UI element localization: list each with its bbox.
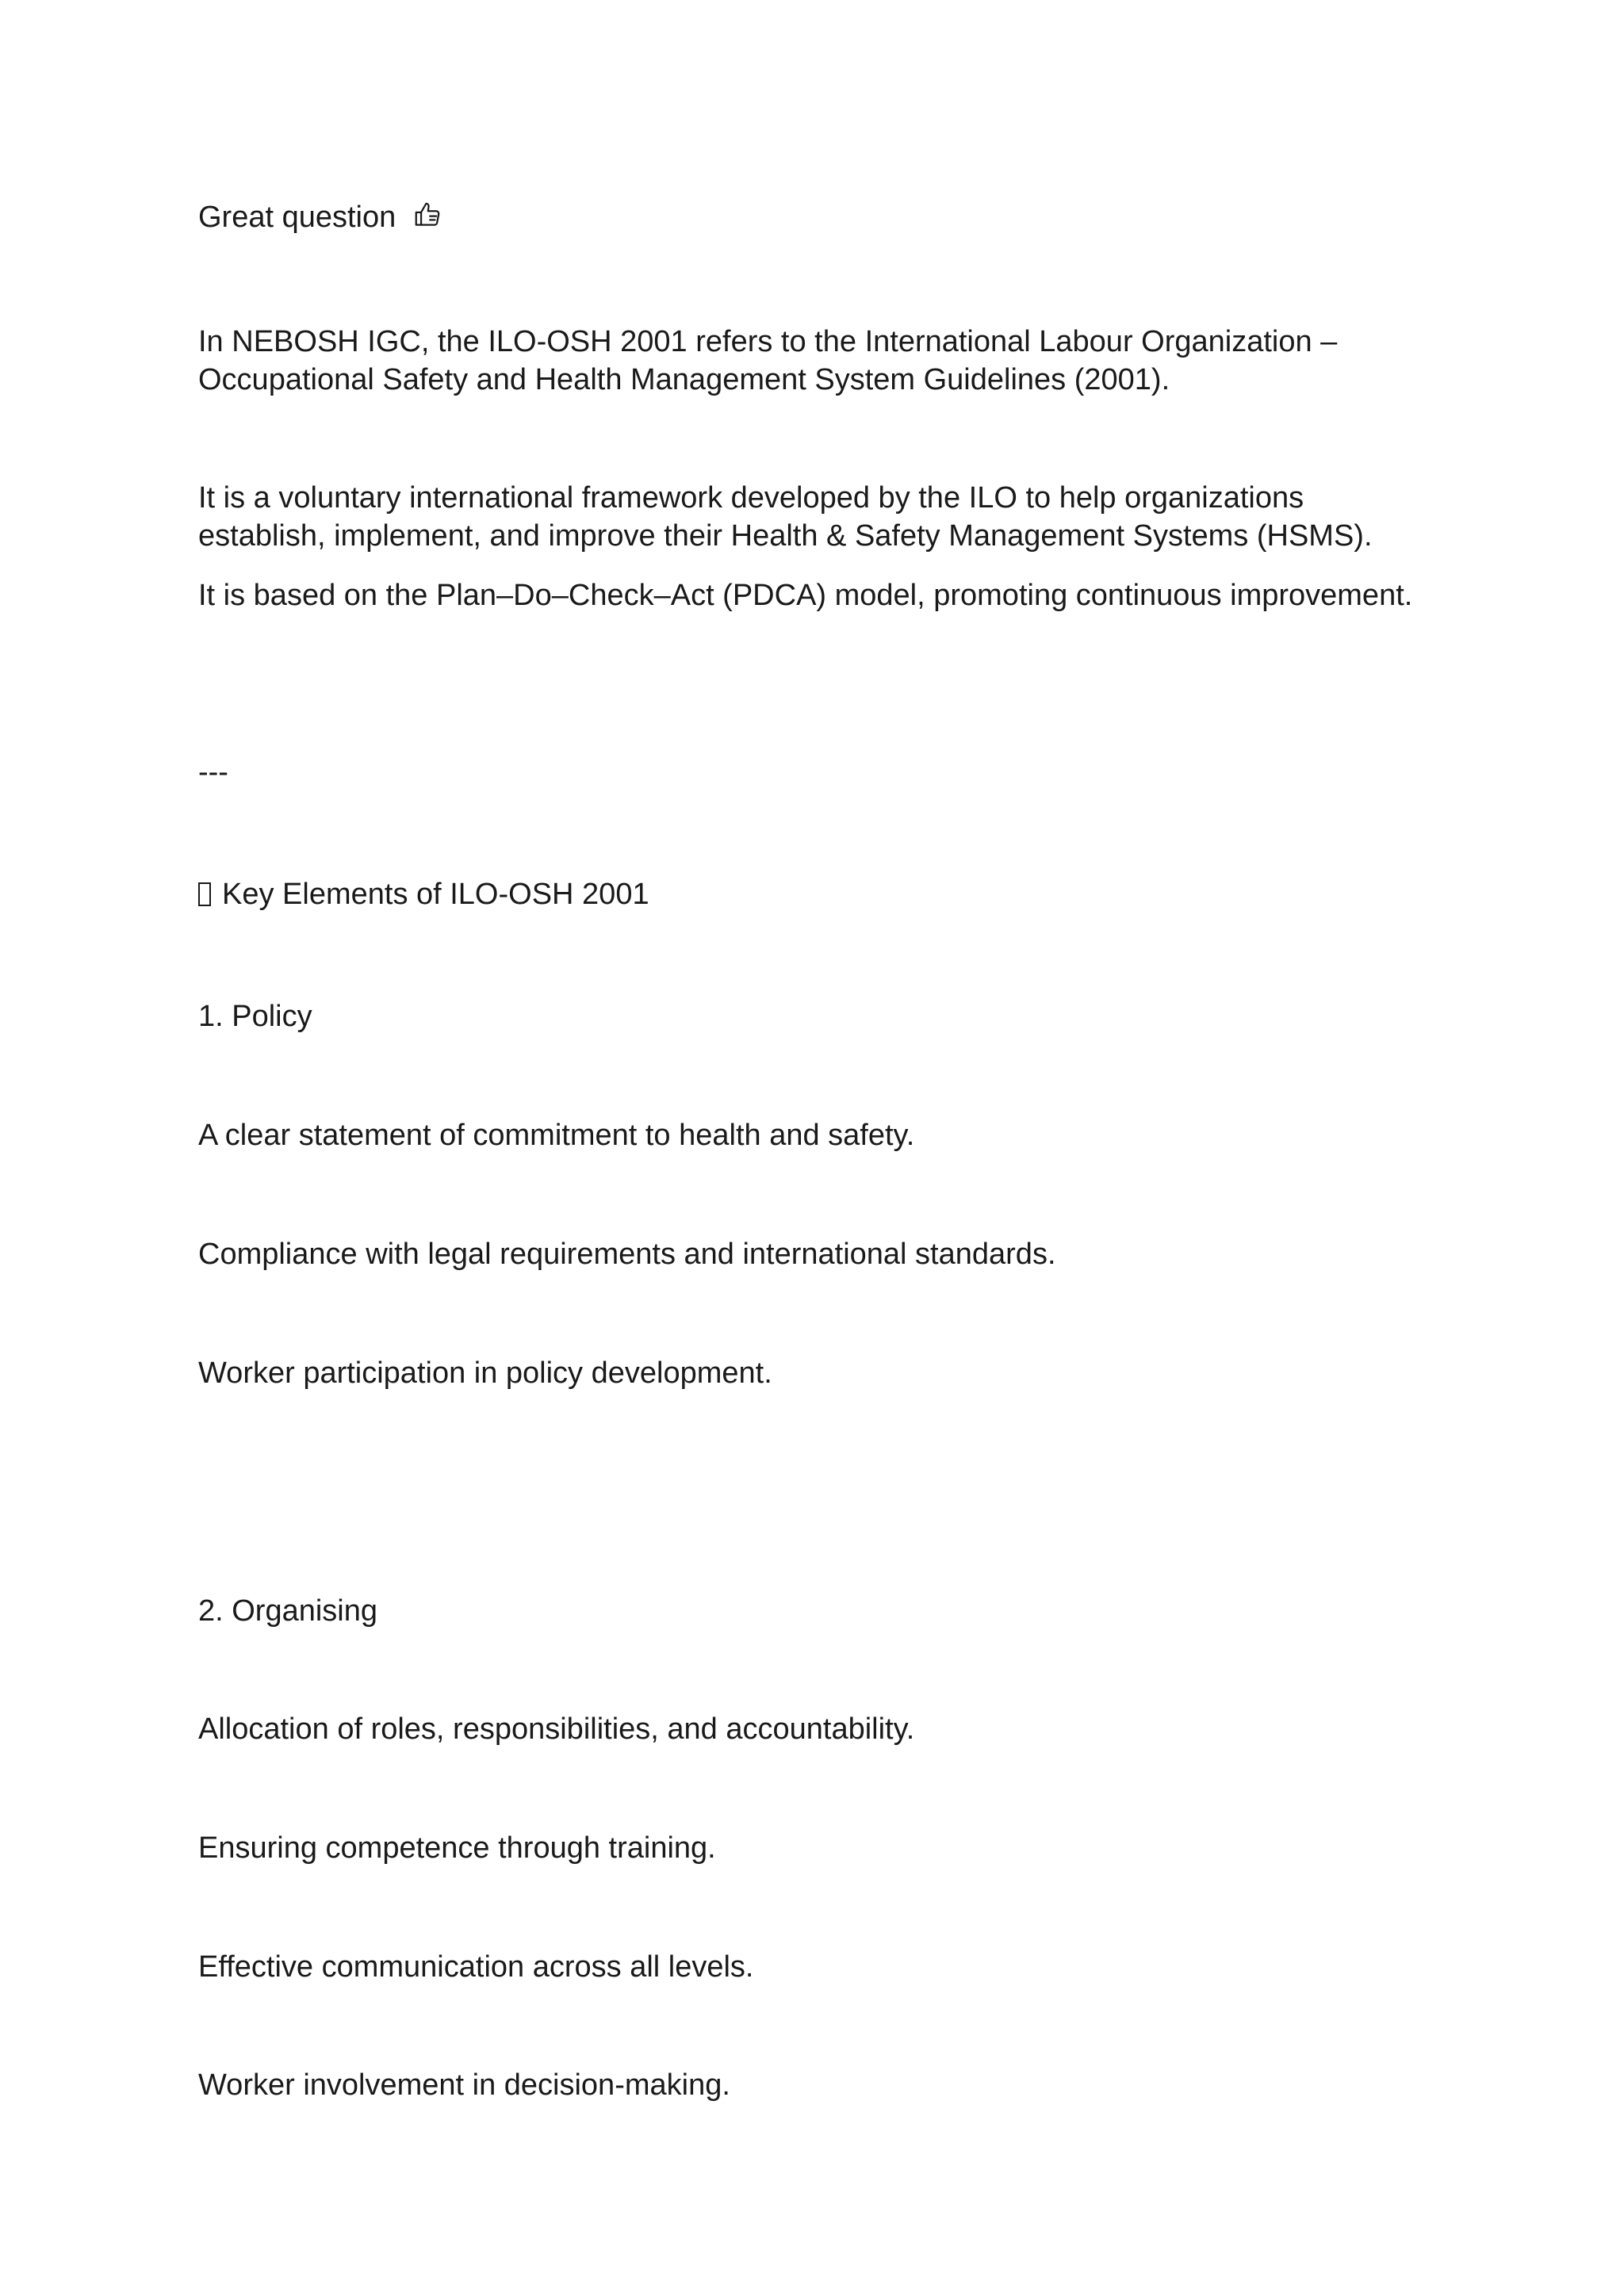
greeting-text: Great question [198, 201, 396, 234]
section-heading-text: Key Elements of ILO-OSH 2001 [222, 878, 649, 911]
para2-line-2: establish, implement, and improve their Health & Safety Management Systems (HSMS). [198, 519, 1373, 553]
organising-item: Allocation of roles, responsibilities, and accountability. [198, 1712, 915, 1746]
organising-title: 2. Organising [198, 1594, 378, 1628]
policy-item: A clear statement of commitment to health and safety. [198, 1119, 915, 1152]
thumbs-up-icon [412, 200, 442, 230]
policy-item: Worker participation in policy development. [198, 1357, 772, 1390]
greeting-line [198, 198, 442, 236]
para3-line: It is based on the Plan–Do–Check–Act (PDCA) model, promoting continuous improvement. [198, 579, 1413, 612]
organising-item: Ensuring competence through training. [198, 1831, 716, 1865]
intro-line-2: Occupational Safety and Health Management System Guidelines (2001). [198, 363, 1170, 396]
intro-line-1: In NEBOSH IGC, the ILO-OSH 2001 refers to the International Labour Organization – [198, 325, 1338, 358]
organising-item: Worker involvement in decision-making. [198, 2068, 730, 2102]
section-heading [198, 875, 649, 913]
missing-glyph-box-icon [198, 882, 211, 906]
separator: --- [198, 756, 228, 789]
policy-title: 1. Policy [198, 1000, 312, 1033]
policy-item: Compliance with legal requirements and international standards. [198, 1238, 1056, 1271]
para2-line-1: It is a voluntary international framework developed by the ILO to help organizations [198, 481, 1304, 515]
organising-item: Effective communication across all levels. [198, 1950, 754, 1984]
